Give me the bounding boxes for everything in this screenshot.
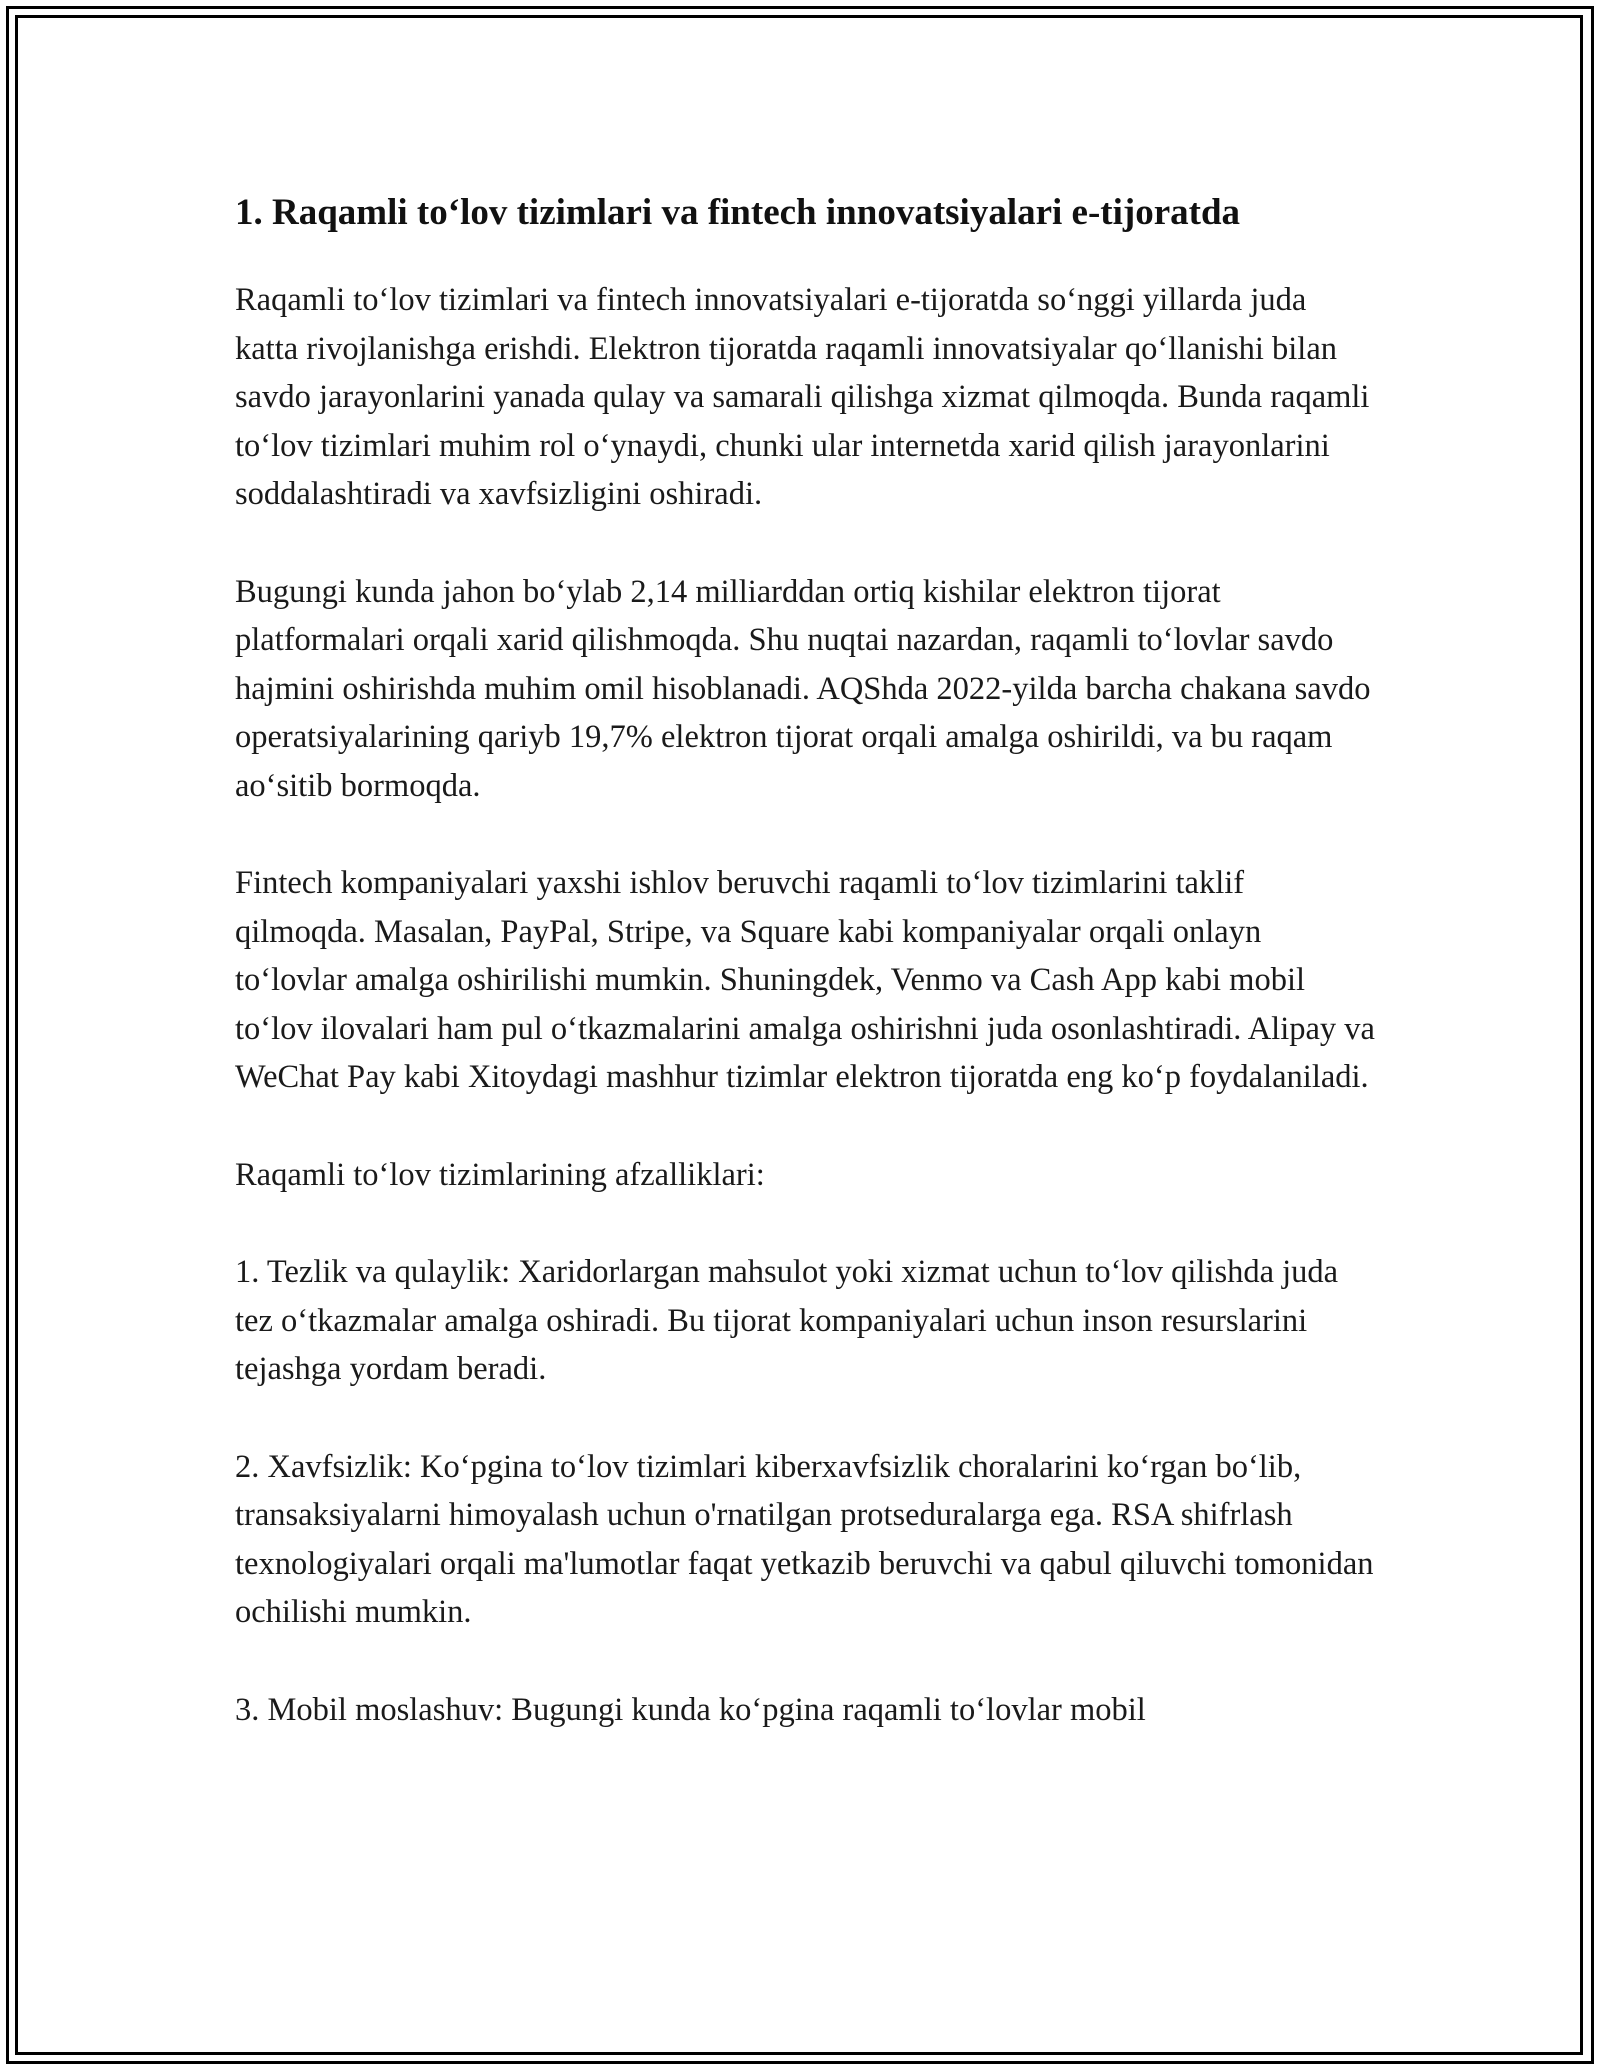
paragraph-statistics: Bugungi kunda jahon bo‘ylab 2,14 milliarddan ortiq kishilar elektron tijorat platformalari orqali xarid qilishmoqda. Shu nuqtai nazardan, raqamli to‘lovlar savdo hajmini oshirishda muhim omil hisoblanadi. AQShda 2022-yilda barcha chakana savdo operatsiyalarining qariyb 19,7% elektron tijorat orqali amalga oshirildi, va bu raqam ao‘sitib bormoqda. [235, 573, 1371, 804]
paragraph-fintech-companies: Fintech kompaniyalari yaxshi ishlov beruvchi raqamli to‘lov tizimlarini taklif qilmoqda. Masalan, PayPal, Stripe, va Square kabi kompaniyalar orqali onlayn to‘lovlar amalga oshirilishi mumkin. Shuningdek, Venmo va Cash App kabi mobil to‘lov ilovalari ham pul o‘tkazmalarini amalga oshirishni juda osonlashtiradi. Alipay va WeChat Pay kabi Xitoydagi mashhur tizimlar elektron tijoratda eng ko‘p foydalaniladi. [235, 865, 1375, 1095]
document-title: 1. Raqamli to‘lov tizimlari va fintech innovatsiyalari e-tijoratda [235, 192, 1241, 233]
paragraph-intro: Raqamli to‘lov tizimlari va fintech innovatsiyalari e-tijoratda so‘nggi yillarda juda katta rivojlanishga erishdi. Elektron tijoratda raqamli innovatsiyalar qo‘llanishi bilan savdo jarayonlarini yanada qulay va samarali qilishga xizmat qilmoqda. Bunda raqamli to‘lov tizimlari muhim rol o‘ynaydi, chunki ular internetda xarid qilish jarayonlarini soddalashtiradi va xavfsizligini oshiradi. [235, 282, 1370, 512]
list-item-mobile: 3. Mobil moslashuv: Bugungi kunda ko‘pgina raqamli to‘lovlar mobil [235, 1691, 1146, 1728]
list-item-security: 2. Xavfsizlik: Ko‘pgina to‘lov tizimlari kiberxavfsizlik choralarini ko‘rgan bo‘lib, transaksiyalarni himoyalash uchun o'rnatilgan protseduralarga ega. RSA shifrlash texnologiyalari orqali ma'lumotlar faqat yetkazib beruvchi va qabul qiluvchi tomonidan ochilishi mumkin. [235, 1448, 1374, 1630]
list-item-speed: 1. Tezlik va qulaylik: Xaridorlargan mahsulot yoki xizmat uchun to‘lov qilishda juda tez o‘tkazmalar amalga oshiradi. Bu tijorat kompaniyalari uchun inson resurslarini tejashga yordam beradi. [235, 1254, 1339, 1387]
document-page [235, 186, 1375, 1734]
paragraph-advantages-heading: Raqamli to‘lov tizimlarining afzalliklari: [235, 1156, 765, 1193]
